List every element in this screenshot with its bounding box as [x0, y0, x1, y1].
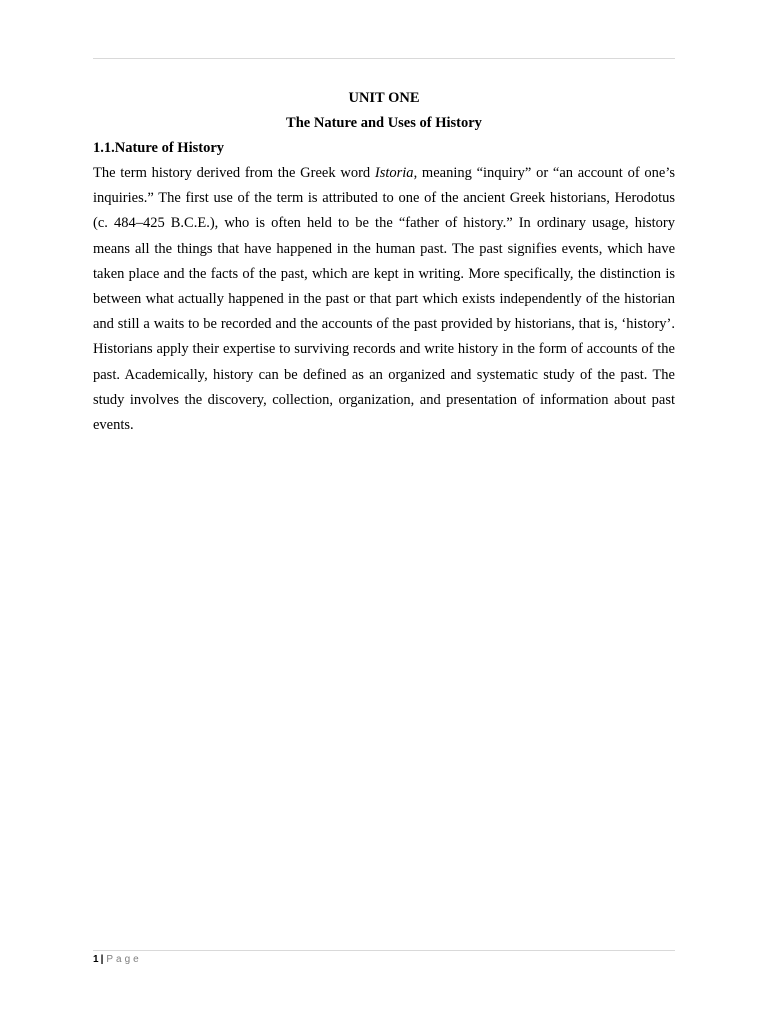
footer-rule — [93, 950, 675, 951]
italic-term: Istoria — [374, 165, 414, 181]
header-rule — [93, 58, 675, 59]
footer-separator: | — [100, 954, 104, 965]
paragraph-text-rest: , meaning “inquiry” or “an account of one’s inquiries.” The first use of the term is attributed to one of the ancient Greek historians, Herodotus (c. 484–425 B.C.E.), who is often held to be the “father of history.” In ordinary usage, history means all the things that have happened in the human past. The past signifies events, which have taken place and the facts of the past, which are kept in writing. More specifically, the distinction is between what actually happened in the past or that part which exists independently of the historian and still a waits to be recorded and the accounts of the past provided by historians, that is, ‘history’. Historians apply their expertise to surviving records and write history in the form of accounts of the past. Academically, history can be defined as an organized and systematic study of the past. The study involves the discovery, collection, organization, and presentation of information about past events. — [93, 165, 675, 434]
paragraph-text-start: The term history derived from the Greek word — [93, 165, 375, 181]
page-label: Page — [106, 954, 142, 965]
page-footer — [93, 953, 142, 967]
unit-title: UNIT ONE — [348, 90, 420, 106]
document-body — [93, 86, 675, 438]
page-number: 1 — [93, 954, 99, 965]
unit-subtitle: The Nature and Uses of History — [286, 115, 482, 131]
body-paragraph — [93, 161, 675, 438]
section-heading: 1.1.Nature of History — [93, 140, 225, 156]
